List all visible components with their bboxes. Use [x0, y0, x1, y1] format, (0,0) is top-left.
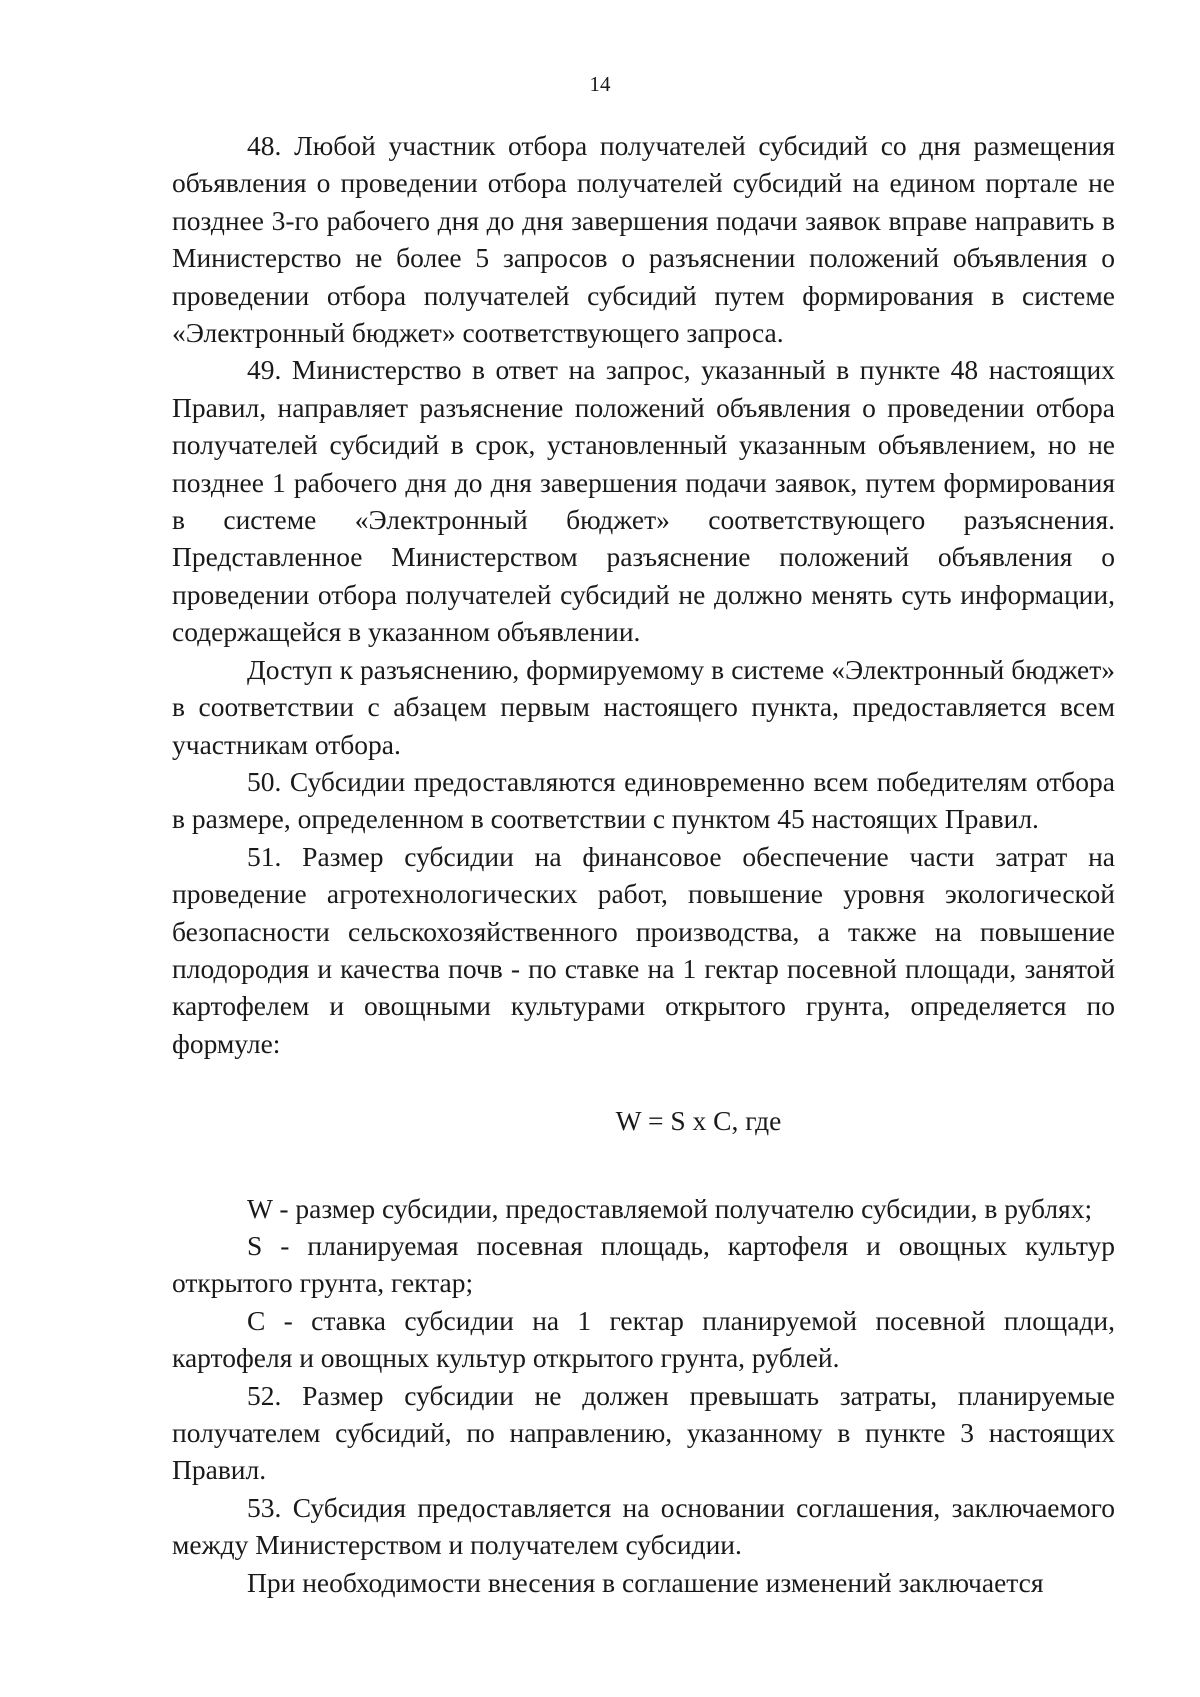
document-body: [172, 127, 1115, 1601]
definition-s: S - планируемая посевная площадь, картофеля и овощных культур открытого грунта, гектар;: [172, 1229, 1115, 1299]
formula: W = S x C, где: [615, 1105, 782, 1137]
definition-w: W - размер субсидии, предоставляемой получателю субсидии, в рублях;: [247, 1192, 1093, 1224]
paragraph-49-access: Доступ к разъяснению, формируемому в системе «Электронный бюджет» в соответствии с абзацем первым настоящего пункта, предоставляется всем участникам отбора.: [172, 653, 1115, 760]
paragraph-51: 51. Размер субсидии на финансовое обеспечение части затрат на проведение агротехнологических работ, повышение уровня экологической безопасности сельскохозяйственного производства, а также на повышение плодородия и качества почв - по ставке на 1 гектар посевной площади, занятой картофелем и овощными культурами открытого грунта, определяется по формуле:: [172, 840, 1115, 1059]
definition-c: C - ставка субсидии на 1 гектар планируемой посевной площади, картофеля и овощных культур открытого грунта, рублей.: [172, 1304, 1115, 1374]
paragraph-50: 50. Субсидии предоставляются единовременно всем победителям отбора в размере, определенном в соответствии с пунктом 45 настоящих Правил.: [172, 765, 1115, 835]
paragraph-52: 52. Размер субсидии не должен превышать затраты, планируемые получателем субсидий, по направлению, указанному в пункте 3 настоящих Правил.: [172, 1379, 1115, 1486]
page-number: 14: [589, 72, 611, 96]
paragraph-53: 53. Субсидия предоставляется на основании соглашения, заключаемого между Министерством и получателем субсидии.: [172, 1491, 1115, 1561]
paragraph-48: 48. Любой участник отбора получателей субсидий со дня размещения объявления о проведении отбора получателей субсидий на едином портале не позднее 3-го рабочего дня до дня завершения подачи заявок вправе направить в Министерство не более 5 запросов о разъяснении положений объявления о проведении отбора получателей субсидий путем формирования в системе «Электронный бюджет» соответствующего запроса.: [172, 130, 1115, 349]
paragraph-53-amendments: При необходимости внесения в соглашение изменений заключается: [247, 1566, 1044, 1598]
paragraph-49: 49. Министерство в ответ на запрос, указанный в пункте 48 настоящих Правил, направляет разъяснение положений объявления о проведении отбора получателей субсидий в срок, установленный указанным объявлением, но не позднее 1 рабочего дня до дня завершения подачи заявок, путем формирования в системе «Электронный бюджет» соответствующего разъяснения. Представленное Министерством разъяснение положений объявления о проведении отбора получателей субсидий не должно менять суть информации, содержащейся в указанном объявлении.: [172, 354, 1115, 648]
